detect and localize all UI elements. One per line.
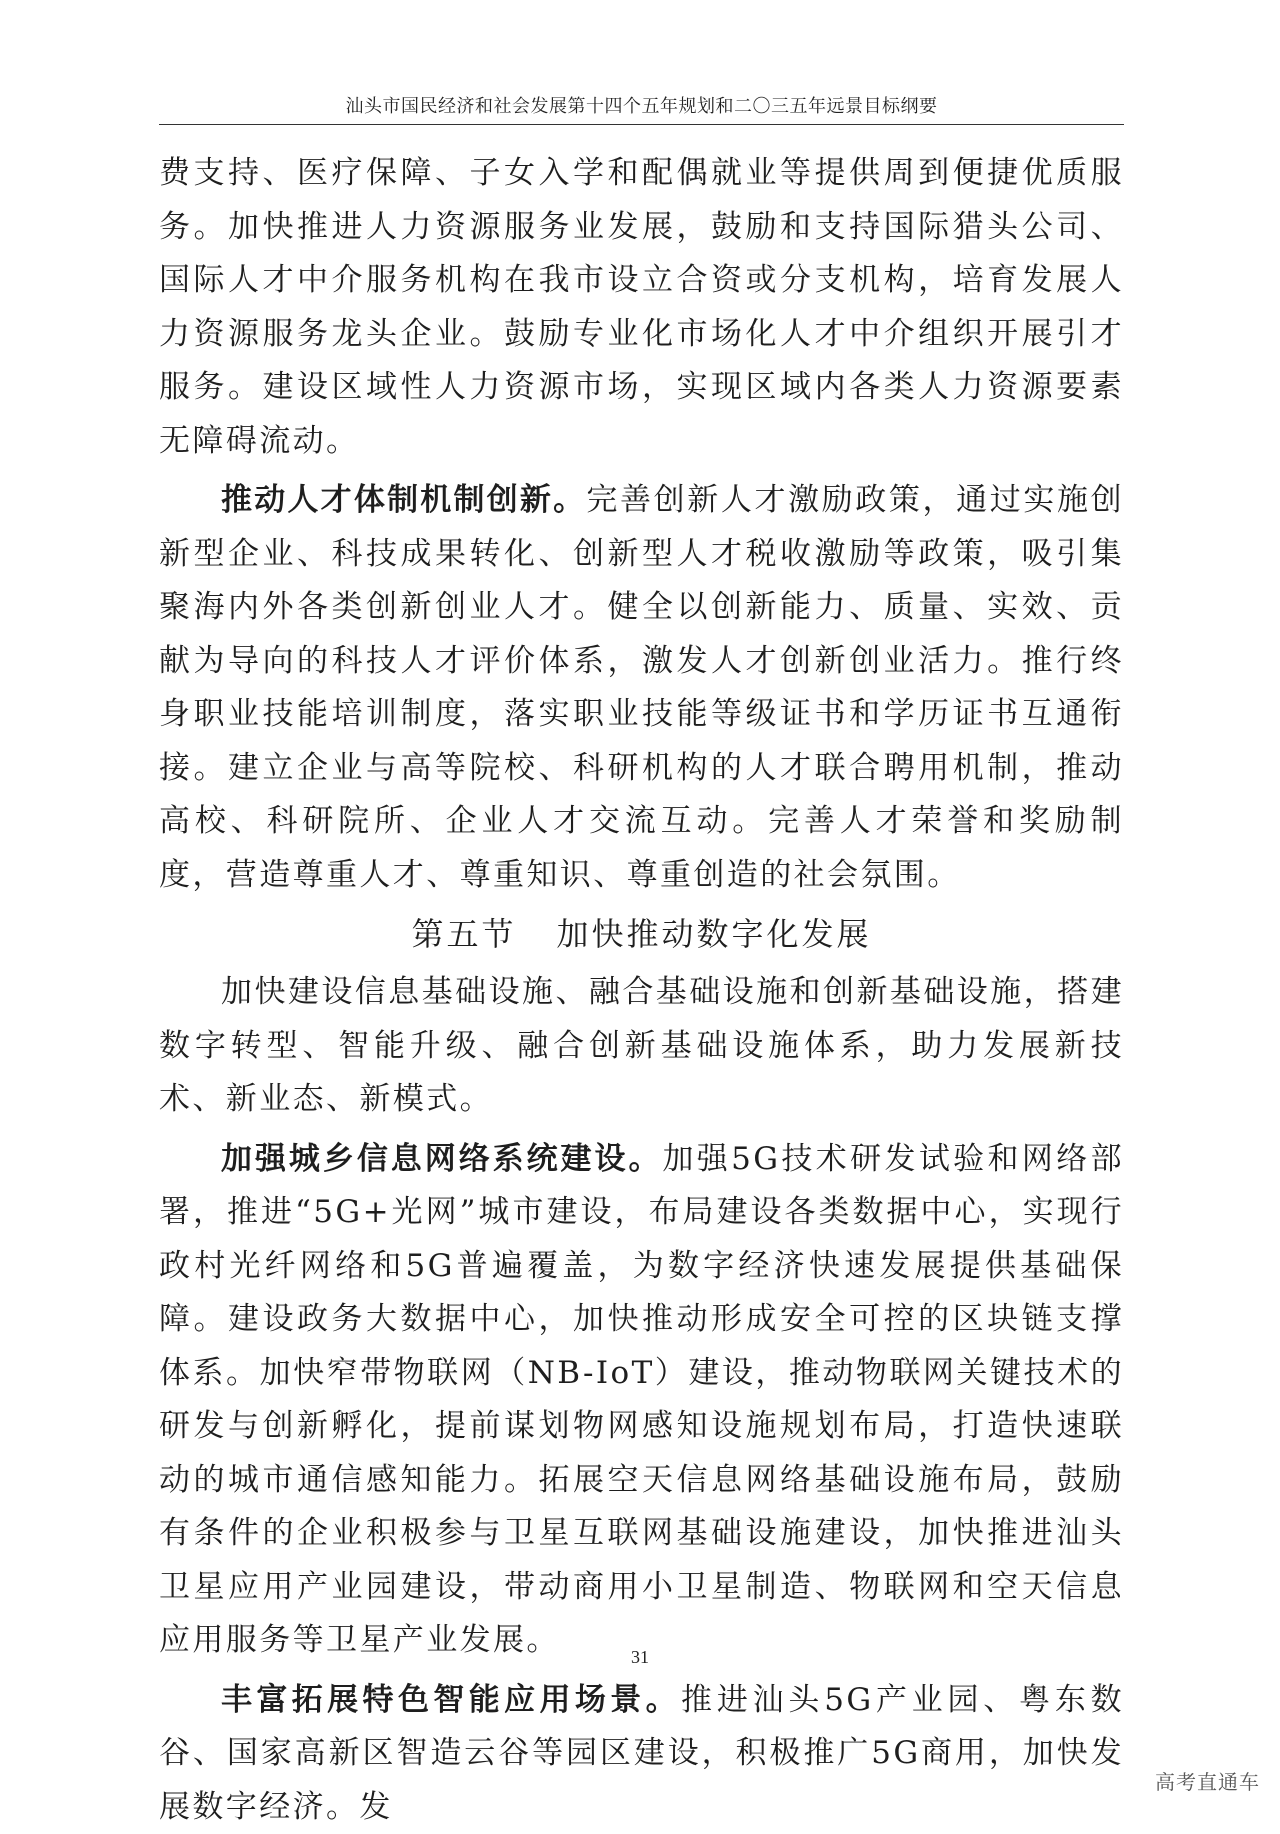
header-divider	[159, 124, 1124, 125]
paragraph-talent-mechanism	[159, 474, 1124, 902]
paragraph-digital-intro: 加快建设信息基础设施、融合基础设施和创新基础设施，搭建数字转型、智能升级、融合创新基础设施体系，助力发展新技术、新业态、新模式。	[159, 966, 1124, 1127]
paragraph-talent-services: 费支持、医疗保障、子女入学和配偶就业等提供周到便捷优质服务。加快推进人力资源服务业发展，鼓励和支持国际猎头公司、国际人才中介服务机构在我市设立合资或分支机构，培育发展人力资源服务龙头企业。鼓励专业化市场化人才中介组织开展引才服务。建设区域性人力资源市场，实现区域内各类人力资源要素无障碍流动。	[159, 147, 1124, 468]
section-number: 第五节	[411, 915, 516, 953]
document-body	[159, 147, 1124, 1834]
page-header: 汕头市国民经济和社会发展第十四个五年规划和二〇三五年远景目标纲要	[159, 90, 1124, 124]
paragraph-network-construction	[159, 1133, 1124, 1668]
section-title: 加快推动数字化发展	[557, 915, 872, 953]
paragraph-lead-talent-mechanism: 推动人才体制机制创新。	[221, 482, 586, 518]
section-heading	[159, 906, 1124, 962]
page-number: 31	[0, 1647, 1280, 1668]
paragraph-lead-network-construction: 加强城乡信息网络系统建设。	[221, 1141, 662, 1177]
paragraph-body-talent-mechanism: 完善创新人才激励政策，通过实施创新型企业、科技成果转化、创新型人才税收激励等政策，吸引集聚海内外各类创新创业人才。健全以创新能力、质量、实效、贡献为导向的科技人才评价体系，激发人才创新创业活力。推行终身职业技能培训制度，落实职业技能等级证书和学历证书互通衔接。建立企业与高等院校、科研机构的人才联合聘用机制，推动高校、科研院所、企业人才交流互动。完善人才荣誉和奖励制度，营造尊重人才、尊重知识、尊重创造的社会氛围。	[159, 482, 1124, 893]
paragraph-body-network-construction: 加强5G技术研发试验和网络部署，推进“5G+光网”城市建设，布局建设各类数据中心，实现行政村光纤网络和5G普遍覆盖，为数字经济快速发展提供基础保障。建设政务大数据中心，加快推动形成安全可控的区块链支撑体系。加快窄带物联网（NB-IoT）建设，推动物联网关键技术的研发与创新孵化，提前谋划物网感知设施规划布局，打造快速联动的城市通信感知能力。拓展空天信息网络基础设施布局，鼓励有条件的企业积极参与卫星互联网基础设施建设，加快推进汕头卫星应用产业园建设，带动商用小卫星制造、物联网和空天信息应用服务等卫星产业发展。	[159, 1141, 1124, 1659]
watermark-text: 高考直通车	[1155, 1766, 1260, 1795]
paragraph-body-smart-scenarios: 推进汕头5G产业园、粤东数谷、国家高新区智造云谷等园区建设，积极推广5G商用，加快发展数字经济。发	[159, 1682, 1124, 1825]
paragraph-lead-smart-scenarios: 丰富拓展特色智能应用场景。	[221, 1682, 681, 1718]
